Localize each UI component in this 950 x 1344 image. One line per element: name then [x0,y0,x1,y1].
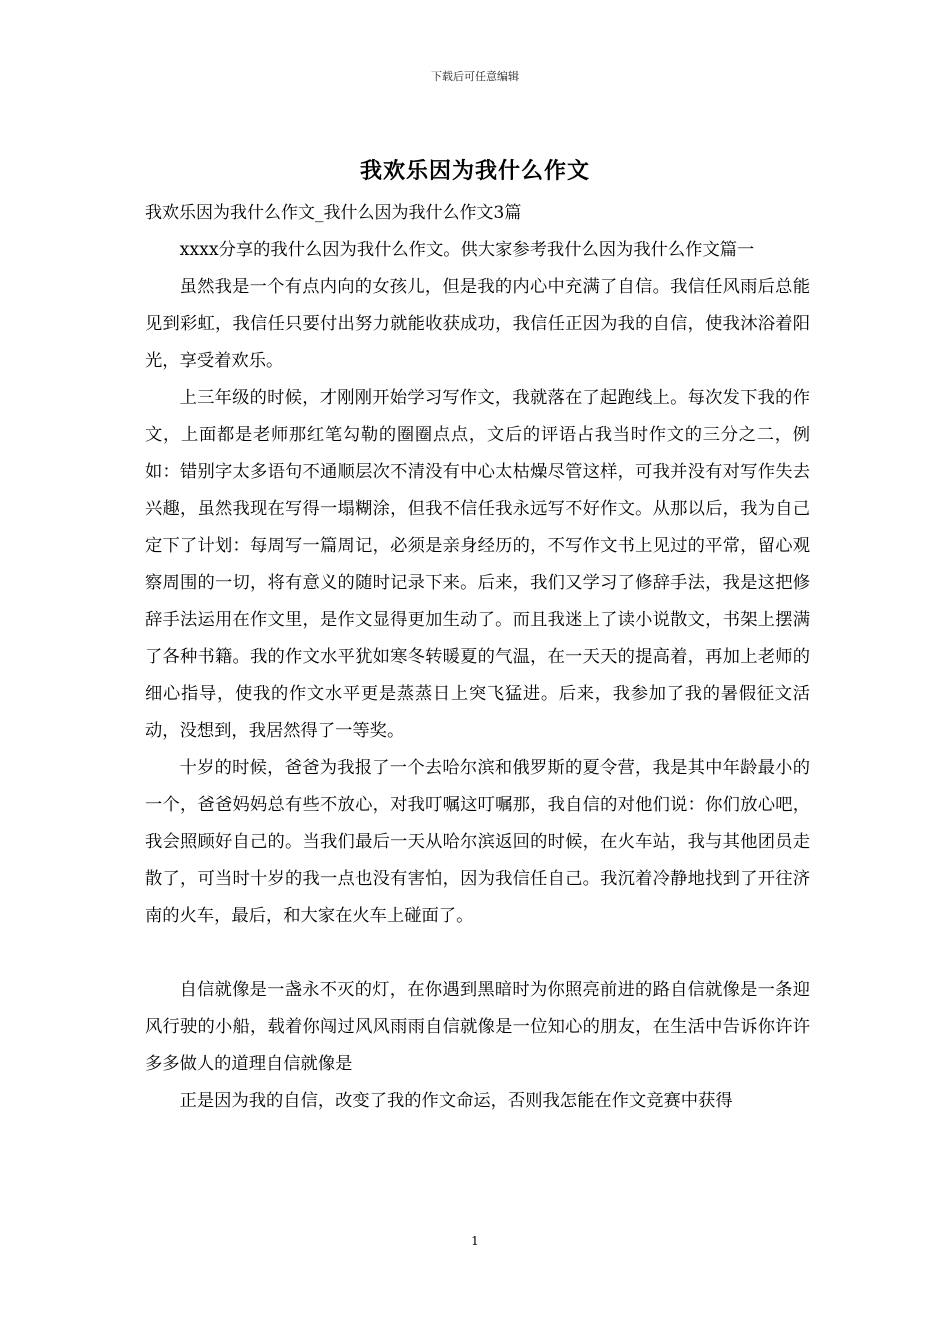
document-subtitle: 我欢乐因为我什么作文_我什么因为我什么作文3篇 [145,203,522,223]
paragraph: 正是因为我的自信，改变了我的作文命运，否则我怎能在作文竞赛中获得 [179,1091,733,1111]
page-number: 1 [471,1234,479,1248]
document-body [145,198,810,1120]
paragraph-intro: xxxx分享的我什么因为我什么作文。供大家参考我什么因为我什么作文篇一 [179,240,755,260]
paragraph: 虽然我是一个有点内向的女孩儿，但是我的内心中充满了自信。我信任风雨后总能见到彩虹，我信任只要付出努力就能收获成功，我信任正因为我的自信，使我沐浴着阳光，享受着欢乐。 [145,277,810,371]
paragraph: 十岁的时候，爸爸为我报了一个去哈尔滨和俄罗斯的夏令营，我是其中年龄最小的一个，爸爸妈妈总有些不放心，对我叮嘱这叮嘱那，我自信的对他们说：你们放心吧，我会照顾好自己的。当我们最后一天从哈尔滨返回的时候，在火车站，我与其他团员走散了，可当时十岁的我一点也没有害怕，因为我信任自己。我沉着冷静地找到了开往济南的火车，最后，和大家在火车上碰面了。 [145,758,810,926]
paragraph: 上三年级的时候，才刚刚开始学习写作文，我就落在了起跑线上。每次发下我的作文，上面都是老师那红笔勾勒的圈圈点点，文后的评语占我当时作文的三分之二，例如：错别字太多语句不通顺层次不清没有中心太枯燥尽管这样，可我并没有对写作失去兴趣，虽然我现在写得一塌糊涂，但我不信任我永远写不好作文。从那以后，我为自己定下了计划：每周写一篇周记，必须是亲身经历的，不写作文书上见过的平常，留心观察周围的一切，将有意义的随时记录下来。后来，我们又学习了修辞手法，我是这把修辞手法运用在作文里，是作文显得更加生动了。而且我迷上了读小说散文，书架上摆满了各种书籍。我的作文水平犹如寒冬转暖夏的气温，在一天天的提高着，再加上老师的细心指导，使我的作文水平更是蒸蒸日上突飞猛进。后来，我参加了我的暑假征文活动，没想到，我居然得了一等奖。 [145,388,810,741]
paragraph: 自信就像是一盏永不灭的灯，在你遇到黑暗时为你照亮前进的路自信就像是一条迎风行驶的小船，载着你闯过风风雨雨自信就像是一位知心的朋友，在生活中告诉你许许多多做人的道理自信就像是 [145,980,810,1074]
paragraph-spacer [145,935,810,972]
header-note: 下载后可任意编辑 [431,70,519,83]
document-title: 我欢乐因为我什么作文 [359,158,590,184]
